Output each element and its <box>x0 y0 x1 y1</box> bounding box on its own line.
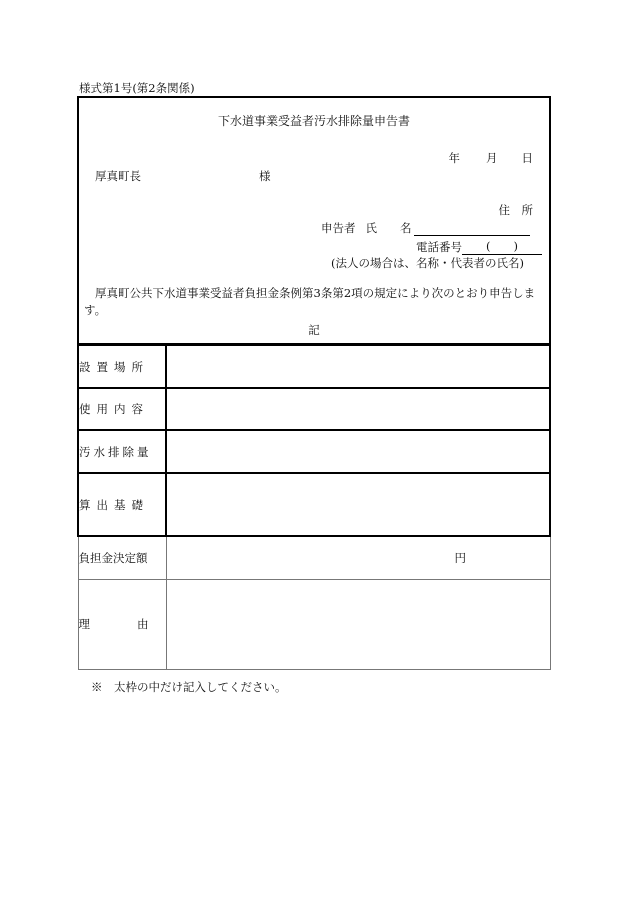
reason-field <box>166 579 550 669</box>
reason-label-b: 由 <box>137 617 149 631</box>
row-reason <box>78 579 550 669</box>
name-field[interactable] <box>414 223 530 236</box>
phone-row <box>416 238 542 255</box>
reason-label <box>78 579 166 669</box>
date-month-label: 月 <box>486 151 498 165</box>
phone-field[interactable]: ( ) <box>462 238 542 255</box>
usage-label: 使用内容 <box>78 388 166 430</box>
location-field[interactable] <box>166 345 550 388</box>
volume-label: 汚水排除量 <box>78 430 166 473</box>
phone-label: 電話番号 <box>416 240 462 254</box>
date-year-label: 年 <box>448 151 460 165</box>
reason-label-a: 理 <box>78 617 90 631</box>
corporation-note: (法人の場合は、名称・代表者の氏名) <box>331 256 524 270</box>
ki-heading: 記 <box>308 323 320 337</box>
basis-field[interactable] <box>166 473 550 536</box>
yen-unit: 円 <box>454 551 466 565</box>
addressee: 厚真町長 <box>95 169 141 183</box>
declaration-header-box <box>77 96 551 345</box>
reporter-prefix: 申告者 <box>321 221 356 235</box>
reporter-name-row <box>321 220 530 236</box>
row-basis <box>78 473 550 536</box>
honorific: 様 <box>259 169 271 183</box>
footnote: ※ 太枠の中だけ記入してください。 <box>91 680 287 694</box>
declaration-table <box>77 344 551 670</box>
row-volume <box>78 430 550 473</box>
name-label: 氏 名 <box>365 221 412 235</box>
basis-label: 算出基礎 <box>78 473 166 536</box>
amount-label: 負担金決定額 <box>78 536 166 579</box>
form-number-label: 様式第1号(第2条関係) <box>79 81 195 95</box>
amount-field <box>166 536 550 579</box>
date-line <box>449 150 534 166</box>
document-title: 下水道事業受益者汚水排除量申告書 <box>217 114 410 128</box>
declaration-body-text: 厚真町公共下水道事業受益者負担金条例第3条第2項の規定により次のとおり申告します。 <box>84 286 536 317</box>
row-location <box>78 345 550 388</box>
usage-field[interactable] <box>166 388 550 430</box>
volume-field[interactable] <box>166 430 550 473</box>
row-usage <box>78 388 550 430</box>
date-day-label: 日 <box>521 151 533 165</box>
row-amount <box>78 536 550 579</box>
address-label: 住 所 <box>498 203 533 217</box>
location-label: 設置場所 <box>78 345 166 388</box>
